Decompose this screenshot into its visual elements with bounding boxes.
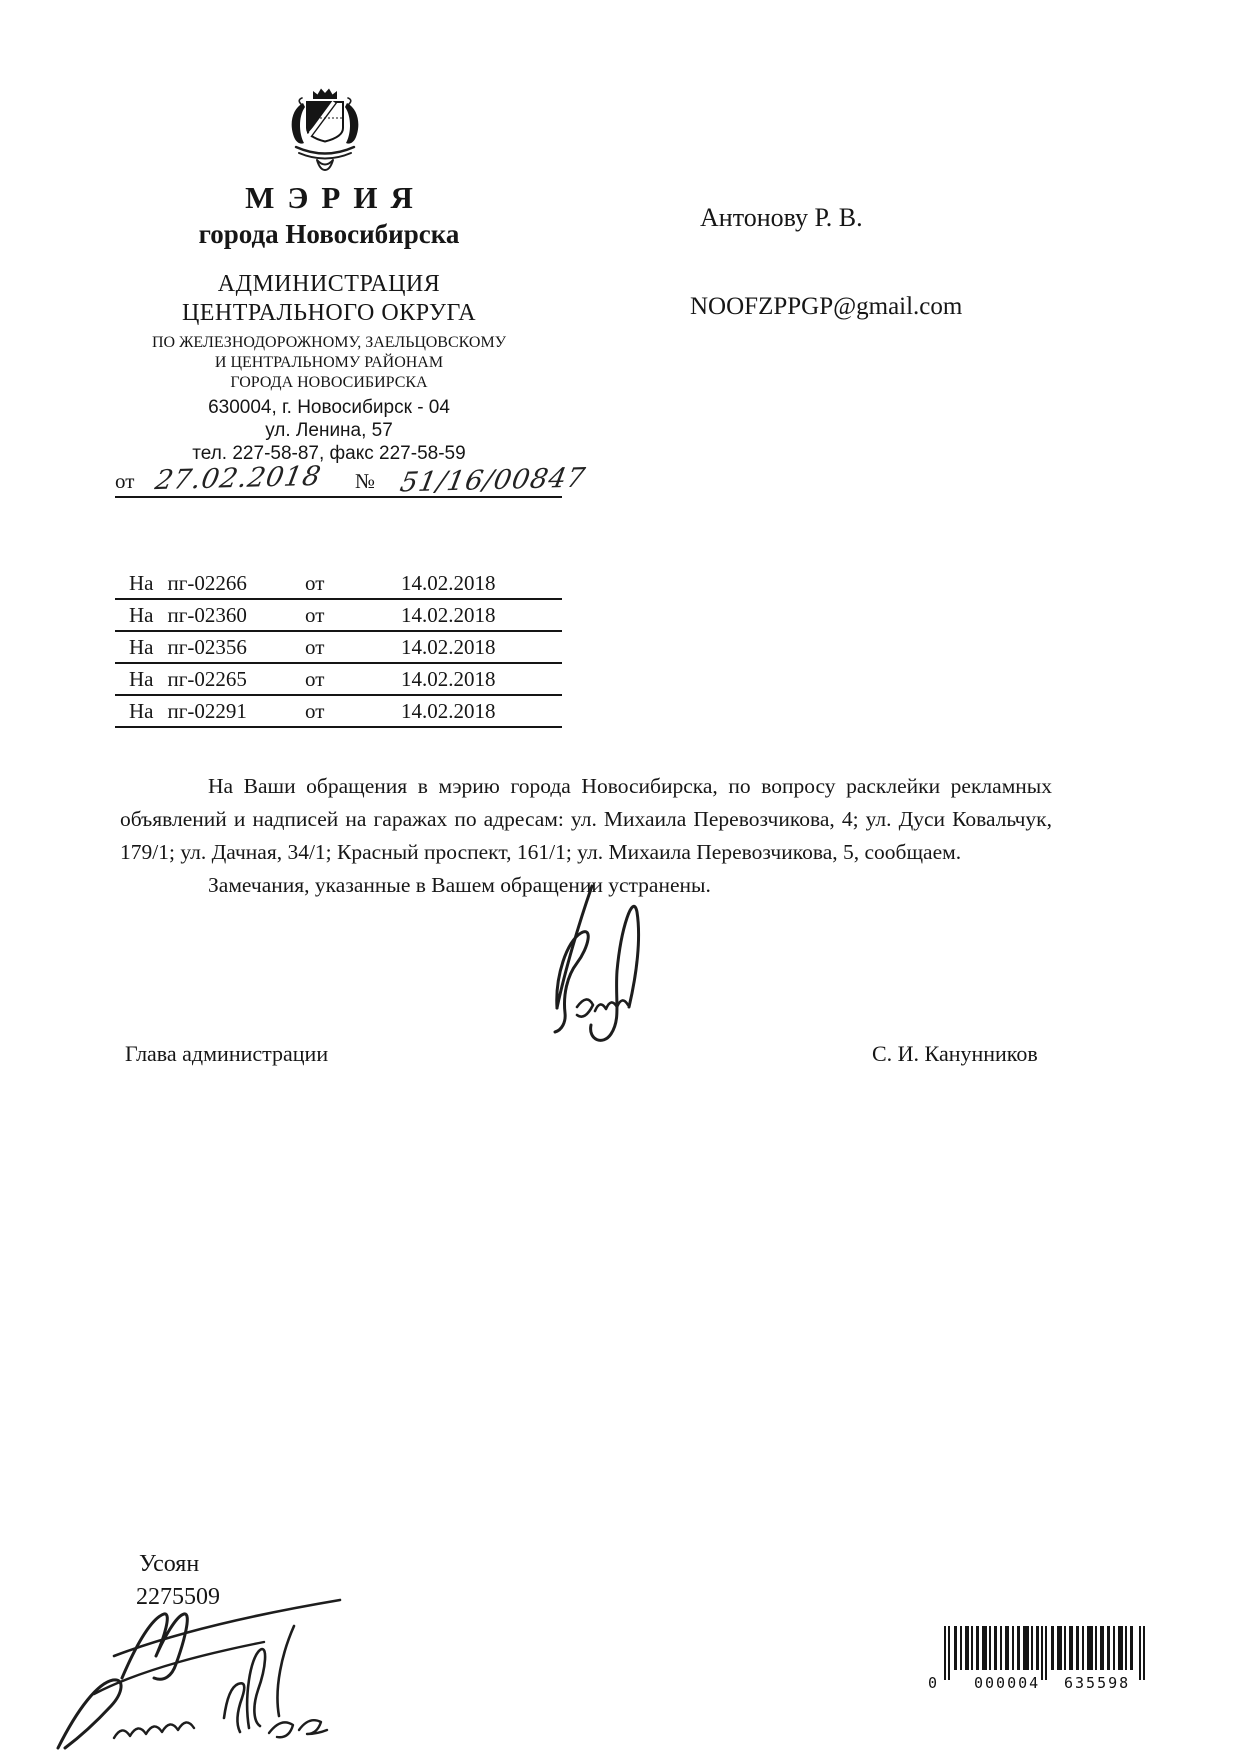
barcode-lead-digit: 0 xyxy=(928,1674,940,1692)
ref-number: пг-02360 xyxy=(167,603,247,627)
reference-row xyxy=(115,664,562,696)
ref-from-label: от xyxy=(305,571,325,595)
ref-label: На xyxy=(129,667,154,691)
ref-number: пг-02266 xyxy=(167,571,247,595)
recipient-email: NOOFZPPGP@gmail.com xyxy=(690,293,963,320)
outgoing-date-handwritten: 27.02.2018 xyxy=(153,460,325,497)
ref-date: 14.02.2018 xyxy=(401,571,496,595)
footer-handwriting-icon xyxy=(52,1598,362,1754)
ref-label: На xyxy=(129,571,154,595)
ref-label: На xyxy=(129,603,154,627)
outgoing-from-label: от xyxy=(115,469,135,493)
signer-name: С. И. Канунников xyxy=(872,1041,1038,1066)
ref-from-label: от xyxy=(305,603,325,627)
barcode-left-digits: 000004 xyxy=(974,1674,1041,1692)
ref-number: пг-02265 xyxy=(167,667,247,691)
ref-from-label: от xyxy=(305,635,325,659)
outgoing-number-label: № xyxy=(355,469,376,493)
department-line1: АДМИНИСТРАЦИЯ xyxy=(217,271,441,297)
body-paragraph-1: На Ваши обращения в мэрию города Новосибирска, по вопросу расклейки рекламных объявлений и надписей на гаражах по адресам: ул. Михаила Перевозчикова, 4; ул. Дуси Ковальчук, 179/1; ул. Дачная, 34/1; Красный проспект, 161/1; ул. Михаила Перевозчикова, 5, сообщаем. xyxy=(120,774,1052,864)
outgoing-number-line xyxy=(115,458,589,499)
districts-line2: И ЦЕНТРАЛЬНОМУ РАЙОНАМ xyxy=(214,354,444,371)
letterhead xyxy=(103,180,555,465)
signer-position: Глава администрации xyxy=(125,1041,329,1066)
incoming-references-table xyxy=(115,568,562,728)
executor-name: Усоян xyxy=(139,1551,200,1577)
department-line2: ЦЕНТРАЛЬНОГО ОКРУГА xyxy=(181,300,477,326)
districts-line1: ПО ЖЕЛЕЗНОДОРОЖНОМУ, ЗАЕЛЬЦОВСКОМУ xyxy=(151,334,507,351)
reference-row xyxy=(115,696,562,728)
ref-number: пг-02291 xyxy=(167,699,247,723)
barcode xyxy=(928,1626,1148,1692)
address-street: ул. Ленина, 57 xyxy=(265,420,393,441)
signature-ink-icon xyxy=(498,878,688,1056)
reference-row xyxy=(115,600,562,632)
reference-row xyxy=(115,568,562,600)
barcode-right-digits: 635598 xyxy=(1064,1674,1131,1692)
ref-date: 14.02.2018 xyxy=(401,603,496,627)
ref-label: На xyxy=(129,699,154,723)
org-title: МЭРИЯ xyxy=(245,180,426,215)
ref-number: пг-02356 xyxy=(167,635,247,659)
executor-phone: 2275509 xyxy=(136,1584,220,1610)
address-postal: 630004, г. Новосибирск - 04 xyxy=(208,397,450,418)
recipient-name: Антонову Р. В. xyxy=(700,203,863,232)
novosibirsk-coat-of-arms-icon xyxy=(281,84,369,186)
body-paragraph-2: Замечания, указанные в Вашем обращении устранены. xyxy=(208,873,711,897)
ref-from-label: от xyxy=(305,667,325,691)
ref-label: На xyxy=(129,635,154,659)
reference-row xyxy=(115,632,562,664)
org-subtitle: города Новосибирска xyxy=(198,219,460,249)
ref-date: 14.02.2018 xyxy=(401,699,496,723)
ref-date: 14.02.2018 xyxy=(401,635,496,659)
districts-line3: ГОРОДА НОВОСИБИРСКА xyxy=(230,374,428,391)
ref-date: 14.02.2018 xyxy=(401,667,496,691)
address-phone: тел. 227-58-87, факс 227-58-59 xyxy=(192,443,466,464)
outgoing-number-handwritten: 51/16/00847 xyxy=(397,462,589,499)
ref-from-label: от xyxy=(305,699,325,723)
